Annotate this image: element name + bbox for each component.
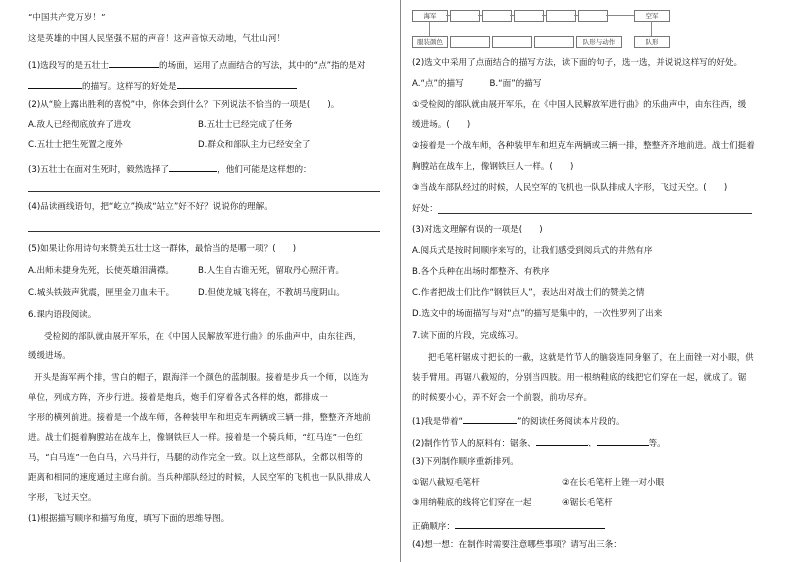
sentence-3[interactable]: ③当战车部队经过的时候，人民空军的飞机也一队队排成人字形，飞过天空。( ) [412,183,728,193]
question-7-4: (4)想一想：在制作时需要注意哪些事项？请写出三条： [412,540,622,550]
option-c[interactable]: C.作者把战士们比作“钢铁巨人”，表达出对战士们的赞美之情 [412,288,645,298]
answer-blank[interactable] [536,436,588,446]
question-2: (2)选文中采用了点面结合的描写方法，读下面的句子，选一选，并说说这样写的好处。 [412,58,743,68]
mindmap-node-blank[interactable] [578,10,608,22]
passage-line: 这是英雄的中国人民坚强不屈的声音！这声音惊天动地，气壮山河！ [28,33,286,43]
option-a[interactable]: A.敌人已经彻底放弃了进攻 [28,120,131,130]
quote-line: “中国共产党万岁！” [28,12,106,22]
mindmap-node-formation: 队形与动作 [576,36,622,48]
passage-line: 把毛笔杆锯成寸把长的一截，这就是竹节人的脑袋连同身躯了，在上面锉一对小眼，供 [428,352,754,362]
option-group: A.“点”的描写 B.“面”的描写 [412,79,542,89]
mindmap-node-air: 空军 [634,10,670,22]
section-6-title: 6.课内语段阅读。 [28,310,97,320]
question-3: (3)对选文理解有误的一项是( ) [412,225,543,235]
passage-line: 马，“白马连”一色白马，六马并行，马腿的动作完全一致。以上这些部队，全都以相等的 [28,452,363,462]
passage-line: 距离和相同的速度通过主席台前。当兵种部队经过的时候，人民空军的飞机也一队队排成人 [28,472,371,482]
answer-blank[interactable] [109,58,159,68]
question-1-cont: 的描写。这样写的好处是 [28,79,297,93]
mindmap-node-blank[interactable] [450,36,490,48]
mindmap-connector [574,15,578,16]
option-d[interactable]: D.群众和部队主力已经安全了 [198,140,311,150]
sentence-2: ②接着是一个战车师，各种装甲车和坦克车两辆或三辆一排，整整齐齐地前进。战士们挺着 [412,141,755,151]
answer-line[interactable] [438,213,752,214]
sentence-1-cont[interactable]: 缓进场。( ) [412,120,471,130]
answer-blank[interactable] [597,436,649,446]
mindmap-node-blank[interactable] [534,36,574,48]
passage-line: 缓缓进场。 [28,350,71,360]
option-a[interactable]: A.阅兵式是按时间顺序来写的，让我们感受到阅兵式的井然有序 [412,246,653,256]
answer-blank[interactable] [455,519,605,529]
mindmap-connector [429,21,430,36]
answer-blank[interactable] [177,79,297,89]
mindmap-node-blank[interactable] [546,10,576,22]
mindmap-node-navy: 海军 [412,10,448,22]
mindmap-connector [606,15,634,16]
sentence-1: ①受检阅的部队就由展开军乐，在《中国人民解放军进行曲》的乐曲声中，由东往西，缓 [412,100,747,110]
answer-blank[interactable] [169,162,217,172]
option-c[interactable]: C.五壮士把生死置之度外 [28,140,123,150]
passage-line: 受检阅的部队就由展开军乐，在《中国人民解放军进行曲》的乐曲声中，由东往西， [44,331,362,341]
step-3: ③用纳鞋底的线将它们穿在一起 [412,498,532,508]
mindmap-node-blank[interactable] [450,10,480,22]
step-2: ②在长毛笔杆上锉一对小眼 [562,478,665,488]
question-2: (2)从“脸上露出胜利的喜悦”中，你体会到什么？下列说法不恰当的一项是( )。 [28,100,340,110]
question-5: (5)如果让你用诗句来赞美五壮士这一群体，最恰当的是哪一项？( ) [28,244,297,254]
passage-line: 的时候要小心，弄不好会一个前裂，前功尽弃。 [412,392,593,402]
mindmap-connector [542,15,546,16]
question-1: (1)选段写的是五壮士 的场面，运用了点面结合的写法，其中的“点”指的是对 [28,58,366,72]
question-7-1: (1)我是带着“ ”的阅读任务阅读本片段的。 [412,414,625,428]
option-c[interactable]: C.城头铁鼓声犹震，匣里金刀血未干。 [28,288,175,298]
question-4: (4)品读画线语句，把“屹立”换成“站立”好不好？说说你的理解。 [28,202,273,212]
section-7-title: 7.读下面的片段，完成练习。 [412,331,524,341]
passage-line: 单位，列成方阵，齐步行进。接着是炮兵，炮手们穿着各式各样的炮，都排成一 [28,392,329,402]
answer-blank[interactable] [28,79,82,89]
mindmap-connector [446,15,450,16]
step-4: ④锯长毛笔杆 [562,498,613,508]
passage-line: 字形的横列前进。接着是一个战车师，各种装甲车和坦克车两辆或三辆一排，整整齐齐地前 [28,412,371,422]
question-6-1: (1)根据描写顺序和描写角度，填写下面的思维导图。 [28,514,230,524]
passage-line: 装手臂用。再锯八截短的，分别当四肢。用一根纳鞋底的线把它们穿在一起，就成了。锯 [412,372,747,382]
mindmap-node-blank[interactable] [482,10,512,22]
option-b[interactable]: B.五壮士已经完成了任务 [198,120,293,130]
sentence-2-cont[interactable]: 胸膛站在战车上，像钢铁巨人一样。( ) [412,162,574,172]
mindmap-connector [510,15,514,16]
mindmap-node-attire: 服装颜色 [412,36,448,48]
question-3: (3)五壮士在面对生死时，毅然选择了 ，他们可能是这样想的： [28,162,312,176]
order-prompt: 正确顺序： [412,519,605,533]
right-column [402,0,794,562]
passage-line: 进。战士们挺着胸膛站在战车上，像钢铁巨人一样。接着是一个骑兵师，“红马连”一色红 [28,432,363,442]
answer-blank[interactable] [463,414,517,424]
question-7-2: (2)制作竹节人的原料有：锯条、 、 等。 [412,436,666,450]
passage-line: 开头是海军两个排，雪白的帽子，跟海洋一个颜色的蓝制服。接着是步兵一个师，以连为 [34,372,369,382]
option-b[interactable]: B.各个兵种在出场时都整齐、有秩序 [412,267,550,277]
question-7-3: (3)下列制作顺序重新排列。 [412,457,519,467]
answer-line[interactable] [28,231,380,232]
option-a[interactable]: A.出师未捷身先死，长使英雄泪满襟。 [28,266,174,276]
passage-line: 字形，飞过天空。 [28,492,97,502]
mindmap-connector [478,15,482,16]
column-divider [400,0,401,562]
mindmap-node-blank[interactable] [514,10,544,22]
mindmap-node-blank[interactable] [492,36,532,48]
option-d[interactable]: D.但使龙城飞将在，不教胡马度阴山。 [198,288,345,298]
option-d[interactable]: D.选文中的场面描写与对“点”的描写是集中的，一次性罗列了出来 [412,309,663,319]
mindmap-node-queue: 队形 [634,36,670,48]
step-1: ①锯八截短毛笔杆 [412,478,480,488]
benefit-prompt: 好处： [412,204,438,214]
answer-line[interactable] [28,191,380,192]
option-b[interactable]: B.人生自古谁无死，留取丹心照汗青。 [198,266,345,276]
mindmap-connector [651,21,652,36]
